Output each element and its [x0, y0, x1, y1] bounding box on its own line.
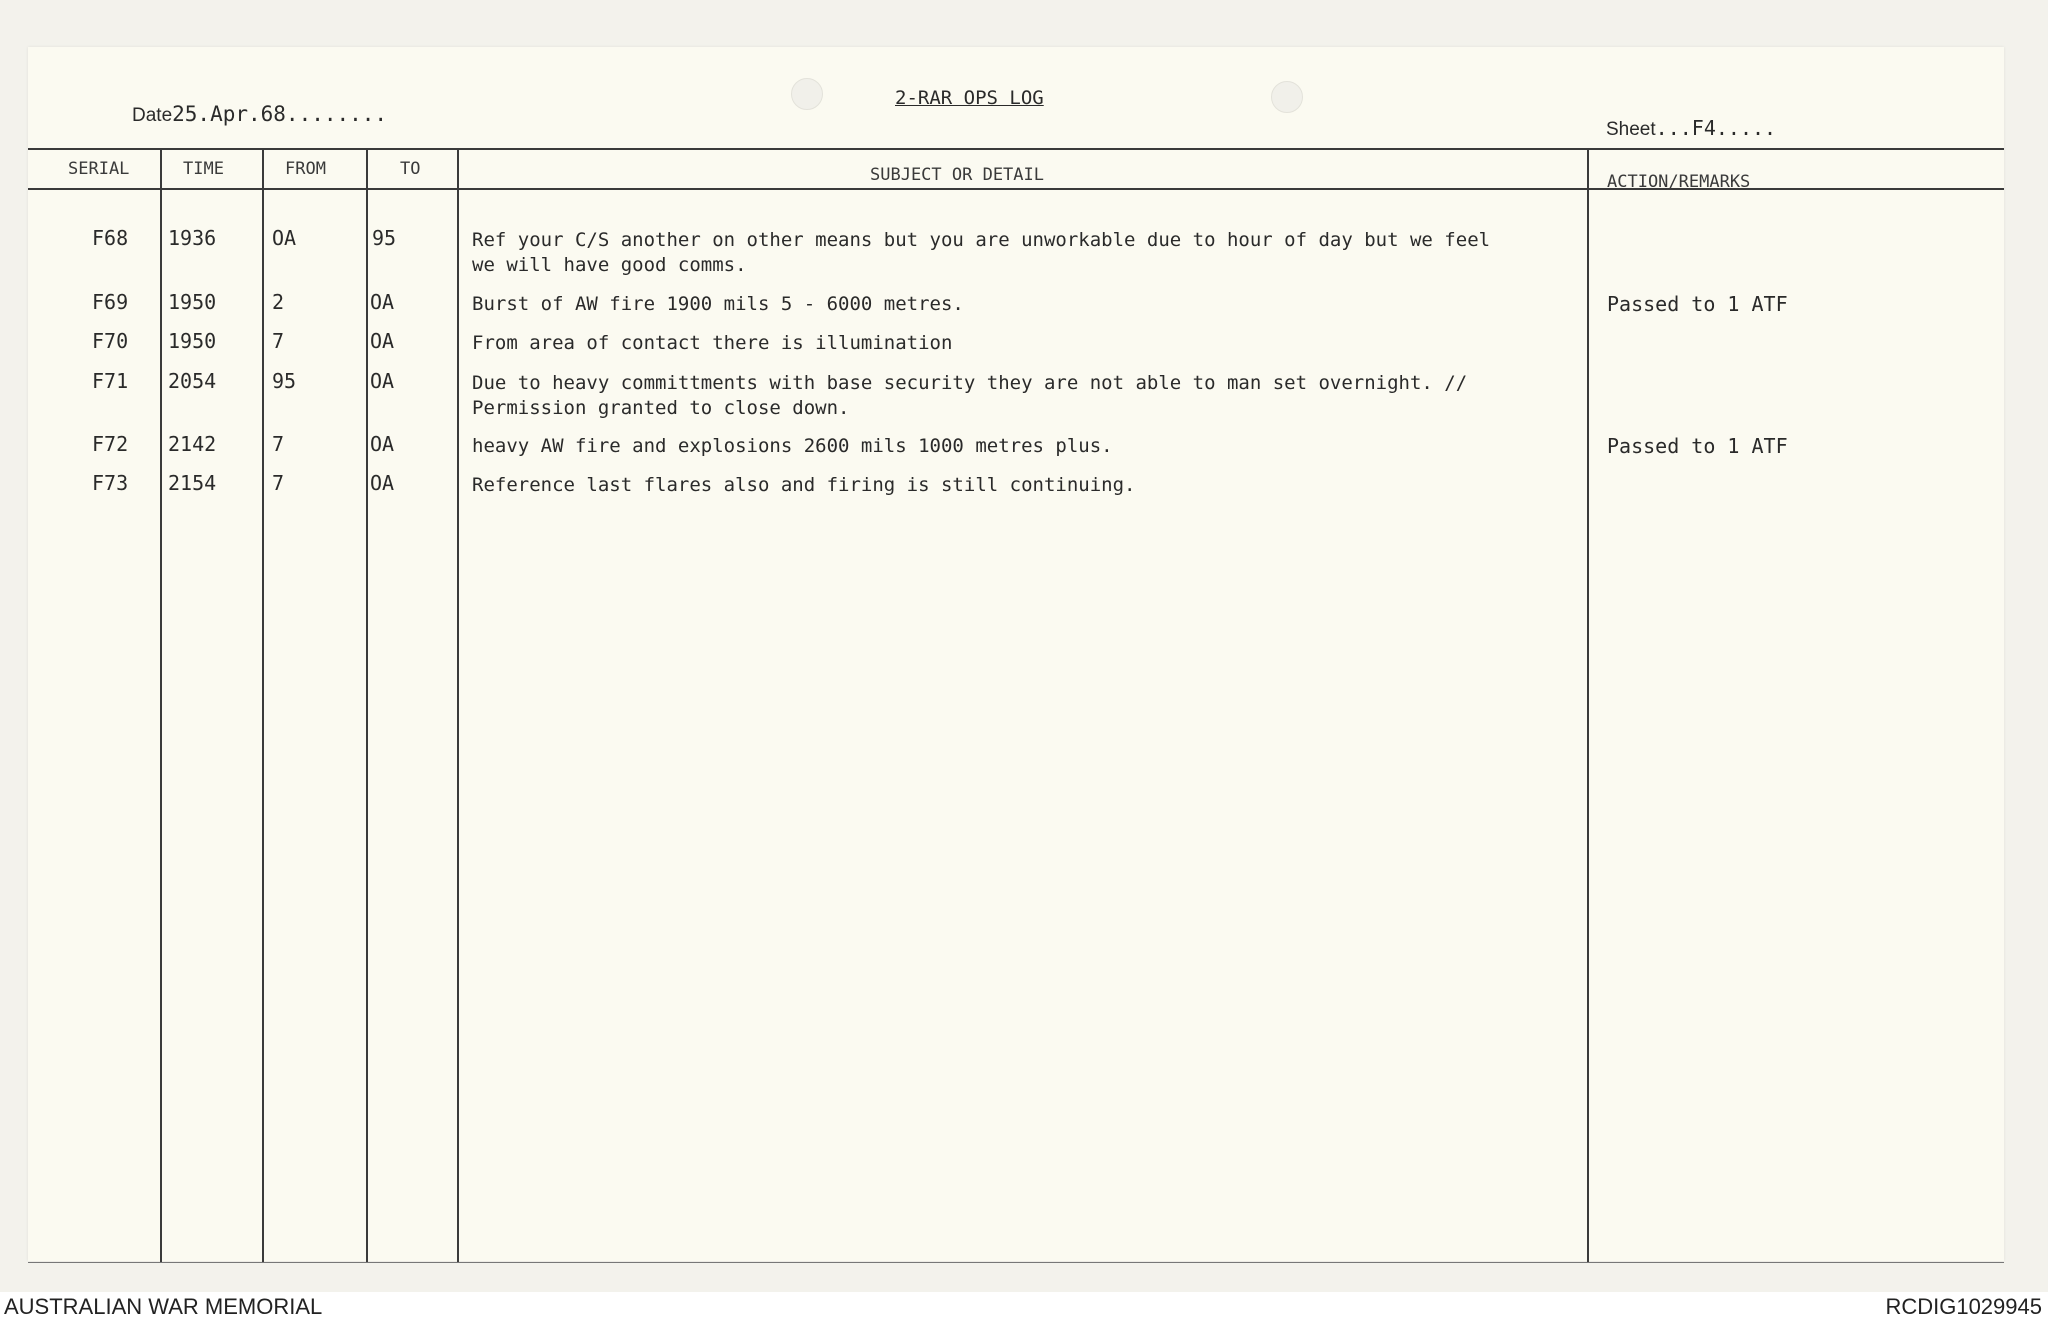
row-to: OA [370, 471, 395, 495]
row-time: 1950 [168, 329, 217, 353]
row-serial: F73 [92, 471, 129, 495]
column-divider [1587, 150, 1589, 1262]
row-detail: Ref your C/S another on other means but you are unworkable due to hour of day but we feel we will have good comms. [472, 229, 1491, 276]
header-action-remarks: ACTION/REMARKS [1607, 172, 1751, 192]
row-detail: From area of contact there is illumination [472, 332, 953, 354]
row-remarks: Passed to 1 ATF [1607, 434, 1788, 458]
row-from: 95 [272, 369, 297, 393]
sheet-field [1606, 116, 1776, 142]
row-remarks: Passed to 1 ATF [1607, 292, 1788, 316]
sheet-label: Sheet [1606, 119, 1656, 140]
table-bottom-rule [28, 1262, 2004, 1263]
row-serial: F68 [92, 226, 129, 250]
header-top-rule [28, 148, 2004, 150]
row-from: 7 [272, 329, 285, 353]
row-from: 2 [272, 290, 285, 314]
row-detail: Due to heavy committments with base security they are not able to man set overnight. // Permission granted to close down. [472, 372, 1468, 419]
row-from: OA [272, 226, 297, 250]
row-time: 1936 [168, 226, 217, 250]
row-serial: F70 [92, 329, 129, 353]
date-value: 25.Apr.68........ [172, 102, 388, 126]
header-subject-detail: SUBJECT OR DETAIL [870, 165, 1044, 185]
column-divider [457, 150, 459, 1262]
row-detail: Reference last flares also and firing is still continuing. [472, 474, 1136, 496]
row-time: 2154 [168, 471, 217, 495]
punch-hole [791, 78, 823, 110]
header-to: TO [400, 159, 421, 179]
row-time: 2142 [168, 432, 217, 456]
column-divider [262, 150, 264, 1262]
row-detail: Burst of AW fire 1900 mils 5 - 6000 metres. [472, 293, 964, 315]
row-serial: F71 [92, 369, 129, 393]
column-divider [160, 150, 162, 1262]
row-time: 1950 [168, 290, 217, 314]
header-serial: SERIAL [68, 159, 130, 179]
row-detail: heavy AW fire and explosions 2600 mils 1000 metres plus. [472, 435, 1113, 457]
row-to: OA [370, 329, 395, 353]
row-serial: F72 [92, 432, 129, 456]
row-to: OA [370, 369, 395, 393]
row-from: 7 [272, 432, 285, 456]
row-to: OA [370, 290, 395, 314]
header-time: TIME [183, 159, 224, 179]
header-from: FROM [285, 159, 326, 179]
punch-hole [1271, 81, 1303, 113]
archive-credit: AUSTRALIAN WAR MEMORIAL [4, 1294, 323, 1319]
sheet-value: ...F4..... [1655, 116, 1777, 140]
log-title: 2-RAR OPS LOG [895, 87, 1044, 109]
date-field [132, 102, 387, 128]
archive-id: RCDIG1029945 [1885, 1294, 2042, 1319]
row-to: 95 [372, 226, 397, 250]
row-serial: F69 [92, 290, 129, 314]
row-time: 2054 [168, 369, 217, 393]
column-divider [366, 150, 368, 1262]
row-to: OA [370, 432, 395, 456]
row-from: 7 [272, 471, 285, 495]
date-label: Date [132, 105, 173, 126]
